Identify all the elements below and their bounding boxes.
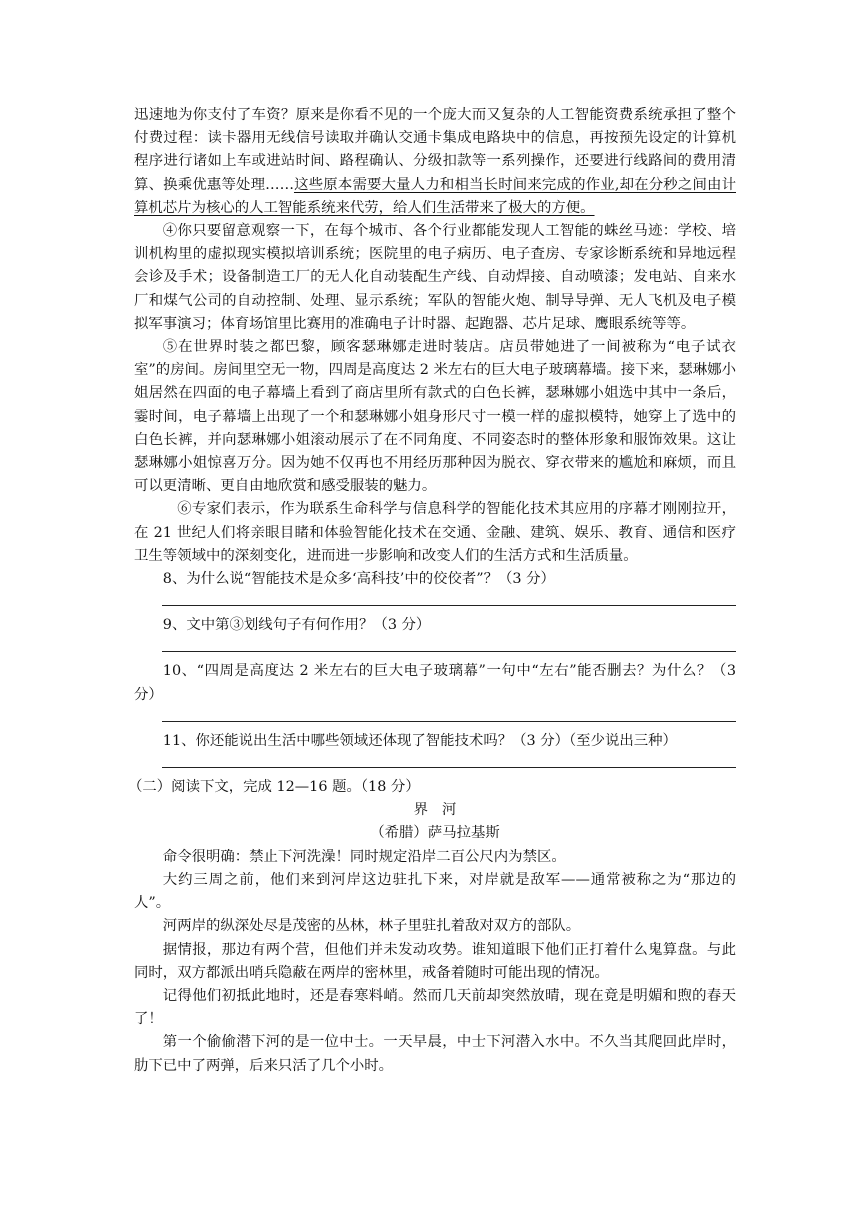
answer-line-10[interactable] [162,721,736,722]
question-10: 10、“四周是高度达 2 米左右的巨大电子玻璃幕”一句中“左右”能否删去？为什么？（3 分） [134,663,736,703]
answer-line-11[interactable] [162,767,736,768]
paragraph-4: ④你只要留意观察一下，在每个城市、各个行业都能发现人工智能的蛛丝马迹：学校、培训机构里的虚拟现实模拟培训系统；医院里的电子病历、电子査房、专家诊断系统和异地远程会诊及手术；设备制造工厂的无人化自动装配生产线、自动焊接、自动喷漆；发电站、自来水厂和煤气公司的自动控制、处理、显示系统；军队的智能火炮、制导导弹、无人飞机及电子模拟军事演习；体育场馆里比赛用的准确电子计时器、起跑器、芯片足球、鹰眼系统等等。 [134,223,736,332]
question-9: 9、文中第③划线句子有何作用？（3 分） [162,617,431,634]
answer-line-8[interactable] [162,605,736,606]
paragraph-3-continued: 迅速地为你支付了车资？原来是你看不见的一个庞大而又复杂的人工智能资费系统承担了整个付费过程：读卡器用无线信号读取并确认交通卡集成电路块中的信息，再按预先设定的计算机程序进行诸如上车或进站时间、路程确认、分级扣款等一系列操作，还要进行线路间的费用清算、换乘优惠等处理……这些原本需要大量人力和相当长时间来完成的作业,却在分秒之间由计算机芯片为核心的人工智能系统来代劳，给人们生活带来了极大的方便。 [134,107,736,216]
story-paragraph: 第一个偷偷潜下河的是一位中士。一天早晨，中士下河潜入水中。不久当其爬回此岸时，肋下已中了两弹，后来只活了几个小时。 [134,1034,736,1074]
question-8: 8、为什么说“智能技术是众多‘高科技’中的佼佼者”？（3 分） [162,571,555,588]
question-11: 11、你还能说出生活中哪些领域还体现了智能技术吗？（3 分）（至少说出三种） [162,732,677,749]
story-paragraph: 记得他们初抵此地时，还是春寒料峭。然而几天前却突然放晴，现在竟是明媚和煦的春天了！ [134,987,736,1028]
story-paragraph: 河两岸的纵深处尽是茂密的丛林，林子里驻扎着敌对双方的部队。 [162,918,581,935]
paragraph-6: ⑥专家们表示，作为联系生命科学与信息科学的智能化技术其应用的序幕才刚刚拉开，在 21 世纪人们将亲眼目睹和体验智能化技术在交通、金融、建筑、娱乐、教育、通信和医疗卫生等领域中的深刻变化，进而进一步影响和改变人们的生活方式和生活质量。 [134,501,736,564]
story-title: 界河 [413,802,471,819]
story-paragraph: 命令很明确：禁止下河洗澡！同时规定沿岸二百公尺内为禁区。 [162,848,566,865]
document-body [128,104,736,1078]
section-heading: （二）阅读下文，完成 12—16 题。（18 分） [128,779,420,796]
story-author: （希腊）萨马拉基斯 [370,825,500,842]
paragraph-5: ⑤在世界时装之都巴黎，顾客瑟琳娜走进时装店。店员带她进了一间被称为“电子试衣室”的房间。房间里空无一物，四周是高度达 2 米左右的巨大电子玻璃幕墙。接下来，瑟琳娜小姐居然在四面的电子幕墙上看到了商店里所有款式的白色长裤，瑟琳娜小姐选中其中一条后，霎时间，电子幕墙上出现了一个和瑟琳娜小姐身形尺寸一模一样的虚拟模特，她穿上了选中的白色长裤，并向瑟琳娜小姐滚动展示了在不同角度、不同姿态时的整体形象和服饰效果。这让瑟琳娜小姐惊喜万分。因为她不仅再也不用经历那种因为脱衣、穿衣带来的尴尬和麻烦，而且可以更清晰、更自由地欣赏和感受服装的魅力。 [134,339,736,495]
underlined-sentence: 这些原本需要大量人力和相当长时间来完成的作业,却在分秒之间由计算机芯片为核心的人工智能系统来代劳，给人们生活带来了极大的方便。 [134,176,736,216]
story-paragraph: 大约三周之前，他们来到河岸这边驻扎下来，对岸就是敌军——通常被称之为“那边的人”。 [134,871,736,912]
answer-line-9[interactable] [162,651,736,652]
story-paragraph: 据情报，那边有两个营，但他们并未发动攻势。谁知道眼下他们正打着什么鬼算盘。与此同时，双方都派出哨兵隐蔽在两岸的密林里，戒备着随时可能出现的情况。 [134,941,736,981]
